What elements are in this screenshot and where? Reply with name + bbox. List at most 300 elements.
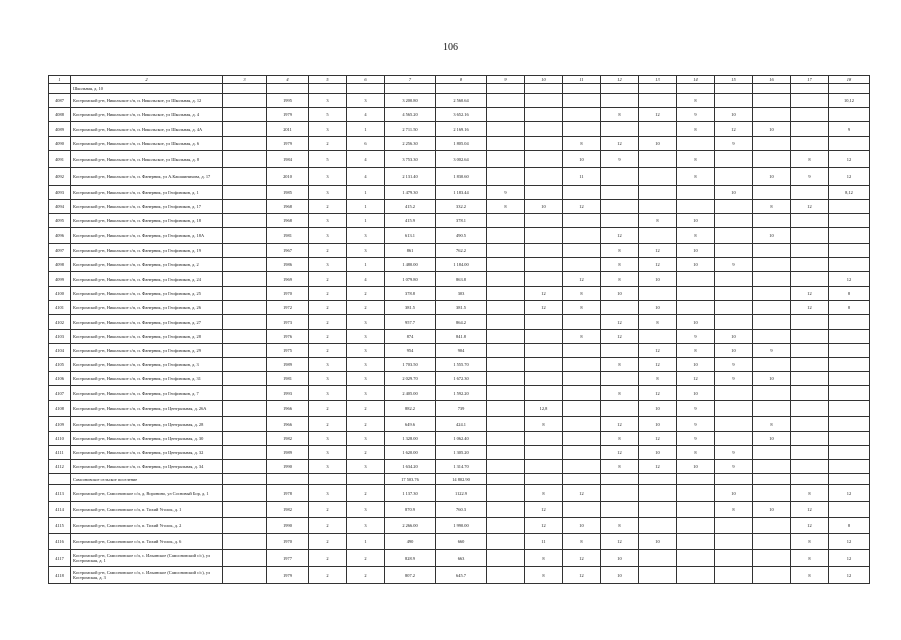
column-header: 1: [49, 76, 71, 84]
table-cell: 5: [309, 151, 347, 168]
table-cell: 8: [791, 567, 829, 584]
table-cell: [715, 474, 753, 485]
table-cell: 2: [309, 315, 347, 330]
table-cell: 2 169.16: [436, 122, 487, 137]
table-cell: 12: [563, 272, 601, 287]
address-cell: Костромской р-н, Никольское с/п, п. Фанерник, ул Геофизиков, д. 2: [71, 258, 223, 272]
table-cell: 3: [309, 214, 347, 228]
table-cell: 2 029.70: [385, 372, 436, 386]
row-number: 4091: [49, 151, 71, 168]
table-cell: 12: [791, 301, 829, 315]
table-cell: 12: [563, 485, 601, 502]
table-cell: [829, 502, 870, 518]
address-cell: Костромской р-н, Самсоновское с/п, с. Ильинское (Самсоновский с/с), ул Костромская, д. 3: [71, 567, 223, 584]
table-cell: 1981: [267, 228, 309, 244]
address-cell: Костромской р-н, Никольское с/п, п. Фанерник, ул Центральная, д. 32: [71, 446, 223, 460]
table-cell: 12: [639, 244, 677, 258]
table-cell: 1979: [267, 137, 309, 151]
table-cell: 3: [309, 432, 347, 446]
table-cell: [563, 401, 601, 417]
table-cell: 1995: [267, 94, 309, 108]
table-cell: 12: [829, 168, 870, 186]
table-row: [49, 358, 870, 372]
table-cell: 2: [309, 244, 347, 258]
table-cell: 8: [601, 432, 639, 446]
table-cell: [525, 168, 563, 186]
table-cell: 874: [385, 330, 436, 344]
table-cell: [791, 401, 829, 417]
table-cell: 2010: [267, 168, 309, 186]
table-cell: [525, 137, 563, 151]
table-cell: 2: [309, 518, 347, 534]
table-row: [49, 228, 870, 244]
table-cell: 3: [309, 446, 347, 460]
table-cell: [487, 534, 525, 550]
table-cell: [487, 122, 525, 137]
table-cell: [753, 534, 791, 550]
table-cell: [715, 151, 753, 168]
table-cell: 11: [563, 168, 601, 186]
table-cell: 8: [639, 214, 677, 228]
table-cell: 613.1: [385, 228, 436, 244]
table-cell: [639, 474, 677, 485]
row-number: 4089: [49, 122, 71, 137]
table-cell: 2: [309, 417, 347, 432]
table-cell: 1966: [267, 417, 309, 432]
table-cell: 332.2: [436, 200, 487, 214]
address-cell: Костромской р-н, Никольское с/п, п. Фанерник, ул Геофизиков, д. 26: [71, 301, 223, 315]
table-cell: 9: [791, 168, 829, 186]
table-cell: [829, 386, 870, 401]
table-cell: 8: [753, 417, 791, 432]
table-cell: 8: [639, 372, 677, 386]
table-row: [49, 287, 870, 301]
table-cell: [601, 84, 639, 94]
table-cell: 1975: [267, 344, 309, 358]
table-cell: [791, 358, 829, 372]
address-cell: Костромской р-н, Никольское с/п, п. Фанерник, ул Центральная, д. 30: [71, 432, 223, 446]
table-cell: 904: [436, 344, 487, 358]
table-cell: 10: [715, 186, 753, 200]
column-header: 12: [601, 76, 639, 84]
table-cell: 870.9: [385, 502, 436, 518]
table-cell: 8: [601, 258, 639, 272]
table-cell: 1966: [267, 401, 309, 417]
table-cell: [829, 108, 870, 122]
table-cell: [715, 94, 753, 108]
column-header: 16: [753, 76, 791, 84]
table-row: [49, 567, 870, 584]
section-row: [49, 474, 870, 485]
table-cell: 12: [829, 534, 870, 550]
table-cell: [829, 84, 870, 94]
table-cell: 1: [347, 200, 385, 214]
table-cell: 1 137.30: [385, 485, 436, 502]
table-cell: [267, 474, 309, 485]
table-cell: 9: [487, 186, 525, 200]
table-cell: [677, 84, 715, 94]
table-cell: 2: [347, 550, 385, 567]
table-cell: [223, 344, 267, 358]
table-cell: 12: [525, 502, 563, 518]
table-cell: 1 830.60: [436, 168, 487, 186]
table-cell: [347, 84, 385, 94]
table-cell: [791, 94, 829, 108]
table-cell: [715, 287, 753, 301]
table-cell: [223, 386, 267, 401]
table-cell: 8: [563, 330, 601, 344]
table-cell: [487, 417, 525, 432]
table-cell: 760.3: [436, 502, 487, 518]
table-cell: 957.7: [385, 315, 436, 330]
table-cell: [223, 94, 267, 108]
table-cell: [223, 446, 267, 460]
table-cell: 3: [309, 168, 347, 186]
table-cell: [601, 485, 639, 502]
table-cell: 12: [601, 137, 639, 151]
table-cell: 3: [309, 386, 347, 401]
table-cell: [563, 460, 601, 474]
table-row: [49, 272, 870, 287]
table-row: [49, 258, 870, 272]
table-cell: [715, 244, 753, 258]
table-cell: [791, 417, 829, 432]
row-number: 4101: [49, 301, 71, 315]
table-cell: [563, 258, 601, 272]
table-cell: [563, 94, 601, 108]
table-cell: [715, 168, 753, 186]
table-cell: 3: [309, 228, 347, 244]
row-number: 4110: [49, 432, 71, 446]
table-cell: 1 079.80: [385, 272, 436, 287]
table-cell: 1982: [267, 432, 309, 446]
table-cell: [223, 258, 267, 272]
table-cell: [677, 137, 715, 151]
table-cell: 863.8: [436, 272, 487, 287]
address-cell: Костромской р-н, Никольское с/п, п. Фанерник, ул Геофизиков, д. 18А: [71, 228, 223, 244]
table-cell: [753, 84, 791, 94]
table-cell: 10: [753, 168, 791, 186]
table-row: [49, 137, 870, 151]
table-cell: 9: [715, 358, 753, 372]
row-number: 4088: [49, 108, 71, 122]
table-cell: 381.5: [385, 301, 436, 315]
table-cell: [753, 108, 791, 122]
table-cell: 1 805.04: [436, 137, 487, 151]
table-cell: 490.5: [436, 228, 487, 244]
row-number: 4102: [49, 315, 71, 330]
table-cell: 4 565.20: [385, 108, 436, 122]
column-header: 3: [223, 76, 267, 84]
table-cell: 415.2: [385, 200, 436, 214]
address-cell: Костромской р-н, Никольское с/п, п. Фанерник, ул А.Кашшинихова, д. 17: [71, 168, 223, 186]
table-cell: 3 002.64: [436, 151, 487, 168]
table-cell: [487, 168, 525, 186]
table-cell: [601, 401, 639, 417]
address-cell: Костромской р-н, Самсоновское с/п, д. Воронино, ул Сосновый Бор, д. 1: [71, 485, 223, 502]
table-cell: 9: [715, 460, 753, 474]
address-cell: Костромской р-н, Никольское с/п, п. Фанерник, ул Геофизиков, д. 28: [71, 330, 223, 344]
table-cell: 10: [639, 534, 677, 550]
table-cell: [829, 460, 870, 474]
table-cell: [487, 244, 525, 258]
table-cell: [639, 330, 677, 344]
table-cell: 9: [677, 432, 715, 446]
table-cell: [791, 272, 829, 287]
table-cell: [715, 386, 753, 401]
table-cell: [487, 287, 525, 301]
table-cell: 1978: [267, 485, 309, 502]
table-cell: 3: [347, 372, 385, 386]
table-cell: [791, 386, 829, 401]
table-cell: 1993: [267, 386, 309, 401]
table-cell: 10: [677, 386, 715, 401]
table-cell: 1976: [267, 330, 309, 344]
table-cell: 12: [601, 417, 639, 432]
table-row: [49, 108, 870, 122]
table-cell: 3: [347, 386, 385, 401]
address-cell: Костромской р-н, Самсоновское с/п, п. Тихий Уголок, д. 1: [71, 502, 223, 518]
table-row: [49, 446, 870, 460]
table-cell: [223, 485, 267, 502]
table-cell: 3: [309, 372, 347, 386]
table-cell: [829, 474, 870, 485]
row-number: [49, 474, 71, 485]
table-cell: [487, 137, 525, 151]
table-cell: 1968: [267, 200, 309, 214]
table-cell: 10: [639, 417, 677, 432]
address-cell: Костромской р-н, Никольское с/п, п. Фанерник, ул Центральная, д. 34: [71, 460, 223, 474]
table-cell: [525, 94, 563, 108]
table-cell: [829, 258, 870, 272]
row-number: 4095: [49, 214, 71, 228]
table-cell: [563, 108, 601, 122]
address-cell: Костромской р-н, Никольское с/п, п. Никольское, ул Школьная, д. 4: [71, 108, 223, 122]
table-cell: 9: [677, 417, 715, 432]
table-cell: 660: [436, 534, 487, 550]
table-cell: 8: [753, 200, 791, 214]
table-cell: [525, 474, 563, 485]
table-cell: 10: [753, 228, 791, 244]
page-number: 106: [443, 42, 458, 53]
table-row: [49, 372, 870, 386]
row-number: 4092: [49, 168, 71, 186]
column-header: 15: [715, 76, 753, 84]
table-cell: [753, 137, 791, 151]
table-cell: 12: [601, 228, 639, 244]
table-cell: 9: [715, 446, 753, 460]
table-cell: [487, 502, 525, 518]
row-number: 4098: [49, 258, 71, 272]
table-cell: 2 256.30: [385, 137, 436, 151]
table-row: [49, 186, 870, 200]
table-cell: 10: [563, 518, 601, 534]
table-cell: [791, 84, 829, 94]
table-cell: 1: [347, 534, 385, 550]
table-cell: 8: [677, 151, 715, 168]
row-number: 4103: [49, 330, 71, 344]
table-cell: [829, 315, 870, 330]
table-cell: [223, 168, 267, 186]
table-cell: [829, 214, 870, 228]
row-number: 4111: [49, 446, 71, 460]
address-cell: Костромской р-н, Никольское с/п, п. Фанерник, ул Геофизиков, д. 24: [71, 272, 223, 287]
table-cell: 3: [309, 460, 347, 474]
table-cell: 3 753.30: [385, 151, 436, 168]
table-cell: 1: [347, 122, 385, 137]
table-row: [49, 460, 870, 474]
table-cell: [791, 432, 829, 446]
table-cell: 8: [601, 386, 639, 401]
table-cell: [563, 244, 601, 258]
table-cell: 8: [829, 518, 870, 534]
table-cell: 3: [347, 432, 385, 446]
table-cell: [436, 84, 487, 94]
row-number: 4105: [49, 358, 71, 372]
table-cell: 2: [309, 287, 347, 301]
table-cell: 1 184.00: [436, 258, 487, 272]
table-cell: [563, 417, 601, 432]
table-cell: [487, 567, 525, 584]
table-cell: [829, 330, 870, 344]
table-cell: [563, 228, 601, 244]
table-cell: [677, 567, 715, 584]
table-cell: [715, 417, 753, 432]
address-cell: Костромской р-н, Никольское с/п, п. Фанерник, ул Геофизиков, д. 25: [71, 287, 223, 301]
table-cell: 841.8: [436, 330, 487, 344]
table-cell: 10: [677, 214, 715, 228]
table-cell: 9: [715, 137, 753, 151]
row-number: 4108: [49, 401, 71, 417]
table-row: [49, 502, 870, 518]
table-cell: [223, 460, 267, 474]
table-cell: [563, 122, 601, 137]
table-cell: [829, 200, 870, 214]
table-cell: [563, 186, 601, 200]
table-cell: 12: [601, 330, 639, 344]
address-cell: Костромской р-н, Никольское с/п, п. Фанерник, ул Геофизиков, д. 31: [71, 372, 223, 386]
address-cell: Костромской р-н, Никольское с/п, п. Фанерник, ул Геофизиков, д. 19: [71, 244, 223, 258]
table-cell: [347, 474, 385, 485]
address-cell: Костромской р-н, Самсоновское с/п, п. Тихий Уголок, д. 2: [71, 518, 223, 534]
table-cell: [715, 315, 753, 330]
table-cell: 12: [639, 460, 677, 474]
table-cell: 1 305.20: [436, 446, 487, 460]
table-cell: [753, 358, 791, 372]
table-cell: 2: [347, 417, 385, 432]
table-cell: 1122.9: [436, 485, 487, 502]
table-cell: [791, 315, 829, 330]
table-cell: [753, 518, 791, 534]
table-cell: 3: [347, 518, 385, 534]
table-cell: 1977: [267, 550, 309, 567]
table-cell: 12: [829, 151, 870, 168]
table-cell: [639, 518, 677, 534]
table-cell: 645.7: [436, 567, 487, 584]
table-cell: [715, 518, 753, 534]
table-cell: 1 328.00: [385, 432, 436, 446]
table-cell: [223, 518, 267, 534]
table-cell: [715, 534, 753, 550]
table-cell: [677, 200, 715, 214]
table-cell: 3: [309, 485, 347, 502]
table-cell: [639, 485, 677, 502]
table-cell: 381.5: [436, 301, 487, 315]
table-cell: 12: [829, 485, 870, 502]
table-cell: 8: [601, 460, 639, 474]
table-cell: [525, 272, 563, 287]
table-cell: [753, 244, 791, 258]
table-cell: [677, 502, 715, 518]
table-cell: 9: [677, 108, 715, 122]
column-header: 8: [436, 76, 487, 84]
table-cell: [223, 417, 267, 432]
table-cell: 10: [715, 485, 753, 502]
table-cell: [639, 168, 677, 186]
table-cell: [309, 474, 347, 485]
table-cell: 303: [436, 287, 487, 301]
table-cell: [487, 550, 525, 567]
row-number: 4090: [49, 137, 71, 151]
table-cell: [677, 186, 715, 200]
table-cell: [563, 502, 601, 518]
table-cell: 5: [309, 108, 347, 122]
table-cell: 4: [347, 168, 385, 186]
table-cell: 1986: [267, 258, 309, 272]
table-cell: [791, 228, 829, 244]
table-cell: 12: [601, 534, 639, 550]
table-cell: 2: [309, 200, 347, 214]
column-header: 5: [309, 76, 347, 84]
table-cell: 12: [677, 372, 715, 386]
row-number: 4115: [49, 518, 71, 534]
row-number: 4100: [49, 287, 71, 301]
row-number: [49, 84, 71, 94]
table-cell: [829, 344, 870, 358]
table-row: [49, 401, 870, 417]
table-cell: [791, 330, 829, 344]
table-cell: 828.9: [385, 550, 436, 567]
table-cell: [487, 228, 525, 244]
address-cell: Костромской р-н, Никольское с/п, п. Фанерник, ул Геофизиков, д. 1: [71, 186, 223, 200]
table-row: [49, 244, 870, 258]
table-cell: [601, 168, 639, 186]
table-cell: [639, 228, 677, 244]
table-cell: [791, 460, 829, 474]
table-cell: 12: [829, 550, 870, 567]
table-cell: 3: [347, 358, 385, 372]
table-cell: 3 200.80: [385, 94, 436, 108]
table-row: [49, 518, 870, 534]
table-cell: 12,8: [525, 401, 563, 417]
table-cell: 8: [601, 358, 639, 372]
table-row: [49, 550, 870, 567]
table-cell: [791, 344, 829, 358]
table-cell: 10: [677, 315, 715, 330]
column-header: 7: [385, 76, 436, 84]
table-cell: [525, 315, 563, 330]
column-header: 4: [267, 76, 309, 84]
table-cell: [525, 214, 563, 228]
address-cell: Костромской р-н, Никольское с/п, п. Никольское, ул Школьная, д. 4А: [71, 122, 223, 137]
table-cell: [487, 386, 525, 401]
row-number: 4109: [49, 417, 71, 432]
table-cell: 1989: [267, 358, 309, 372]
table-cell: 3: [309, 258, 347, 272]
table-cell: 954: [385, 344, 436, 358]
table-cell: [639, 151, 677, 168]
table-cell: 2 266.00: [385, 518, 436, 534]
